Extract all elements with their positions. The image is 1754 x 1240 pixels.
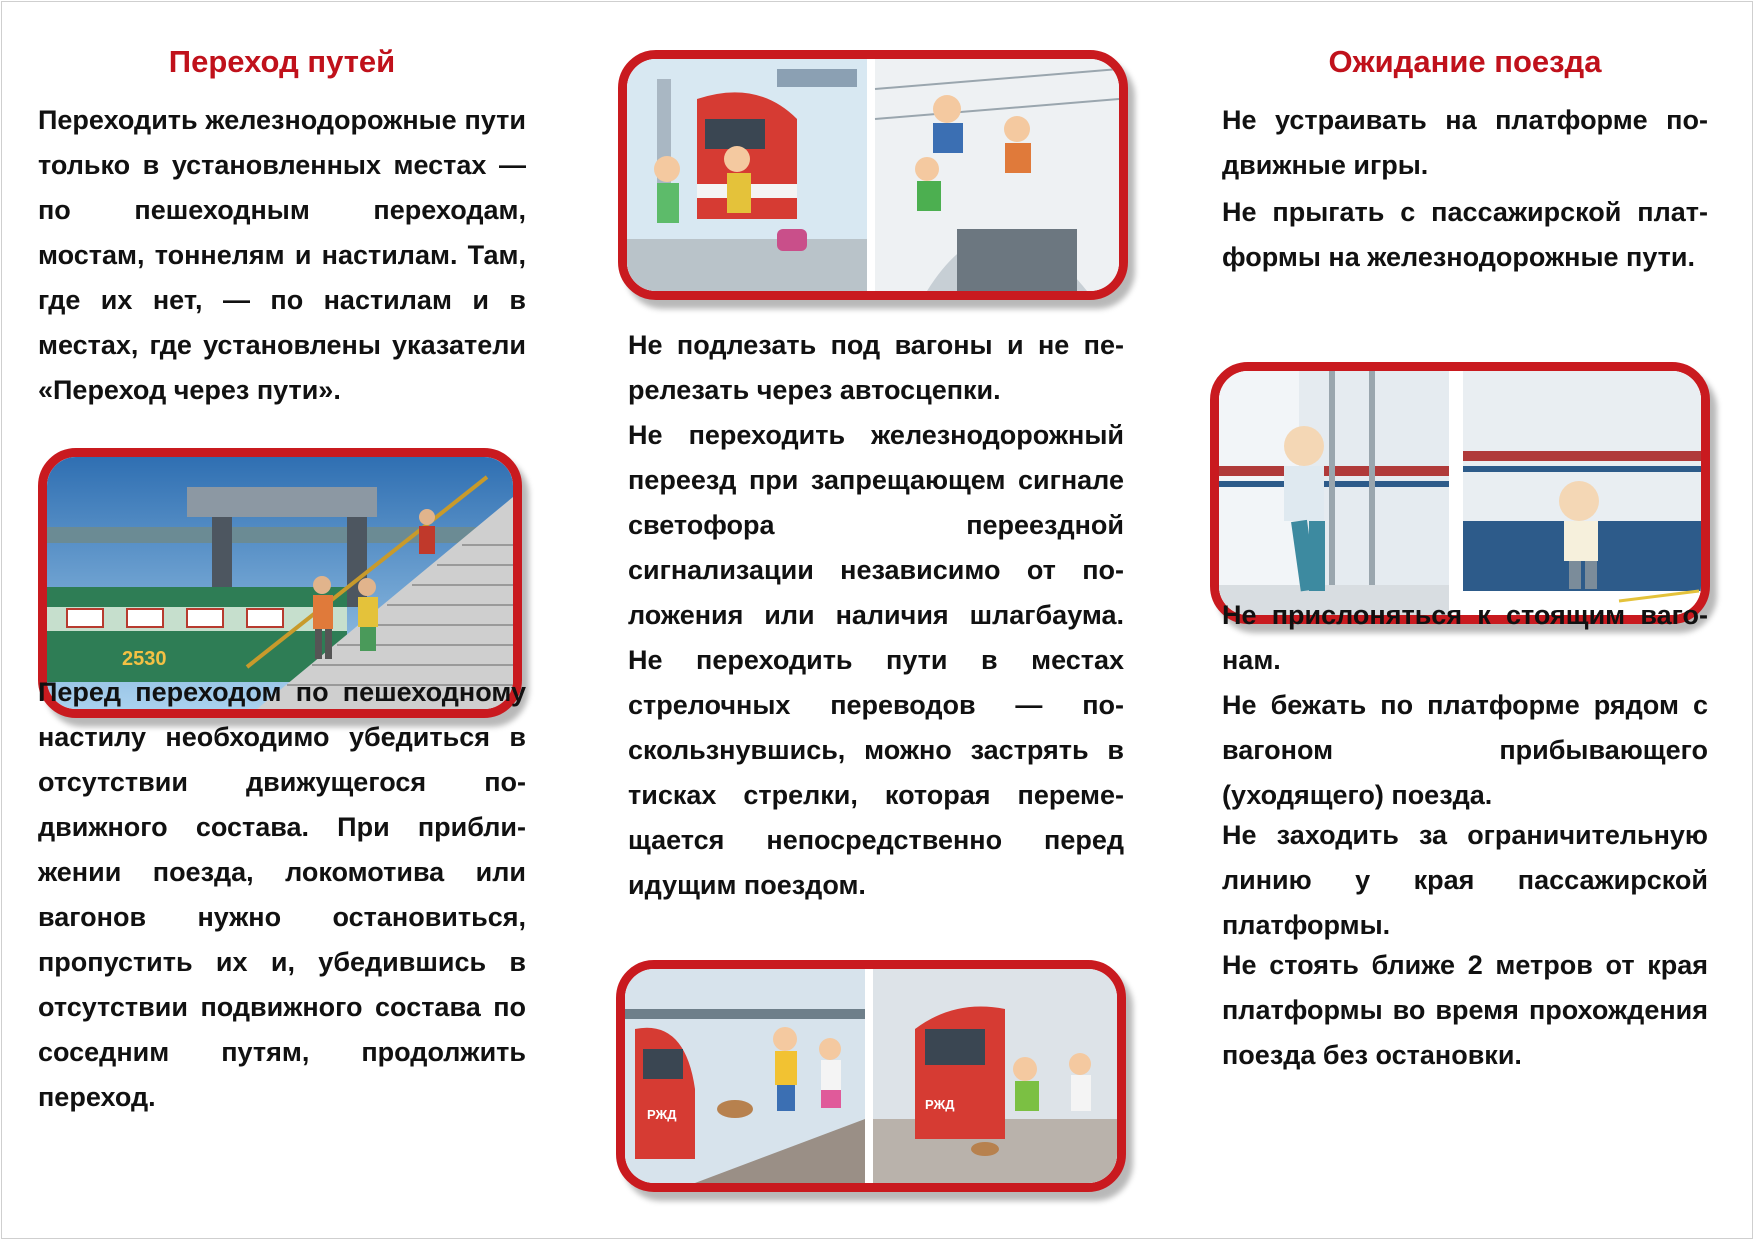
train-number: 2530 (122, 648, 167, 670)
illustration-platform-dog (616, 960, 1126, 1192)
platform-dog-drawing (625, 969, 1117, 1183)
right-paragraph-4: Не бежать по платформе рядом с вагоном прибывающего (уходящего) поезда. (1222, 690, 1708, 810)
left-paragraph-2: Перед переходом по пешеходному настилу необходимо убедиться в отсутствии движущегося подвижного состава. При приближении поезда, локомотива или вагонов нужно остановиться, пропустить их и, убедившись в отсутствии подвижного состава по соседним путям, продолжить переход. (38, 677, 526, 1112)
rzd-logo-right: РЖД (925, 1097, 955, 1112)
heading-track-crossing: Переход путей (168, 44, 396, 79)
right-paragraph-5: Не заходить за ограничительную линию у края пассажирской платформы. (1222, 820, 1708, 940)
rzd-logo-left: РЖД (647, 1107, 677, 1122)
right-paragraph-3: Не прислоняться к стоящим вагонам. (1222, 600, 1708, 675)
middle-paragraph-2: Не переходить железнодорожный переезд при запрещающем сигнале светофора переездной сигнализации независимо от положения или наличия шлагбаума. Не переходить пути в местах стрелочных переводов — поскользнувшись, можно застрять в тисках стрелки, которая перемещается непосредственно перед идущим поездом. (628, 420, 1124, 900)
right-paragraph-2: Не прыгать с пассажирской платформы на железнодорожные пути. (1222, 197, 1708, 272)
right-paragraph-6: Не стоять ближе 2 метров от края платформы во время прохождения поезда без остановки. (1222, 950, 1708, 1070)
crawling-under-train-drawing (627, 59, 1119, 291)
illustration-leaning-running (1210, 362, 1710, 624)
heading-waiting-train: Ожидание поезда (1328, 44, 1602, 79)
illustration-crawling-under-train (618, 50, 1128, 300)
left-paragraph-1: Переходить железнодорожные пути только в установленных местах — по пешеходным переходам, мостам, тоннелям и настилам. Там, где их нет, — по настилам и в местах, где установлены указатели «Переход через пути». (38, 105, 526, 405)
middle-paragraph-1: Не подлезать под вагоны и не перелезать через автосцепки. (628, 330, 1124, 405)
leaning-running-drawing (1219, 371, 1701, 615)
right-paragraph-1: Не устраивать на платформе подвижные игры. (1222, 105, 1708, 180)
